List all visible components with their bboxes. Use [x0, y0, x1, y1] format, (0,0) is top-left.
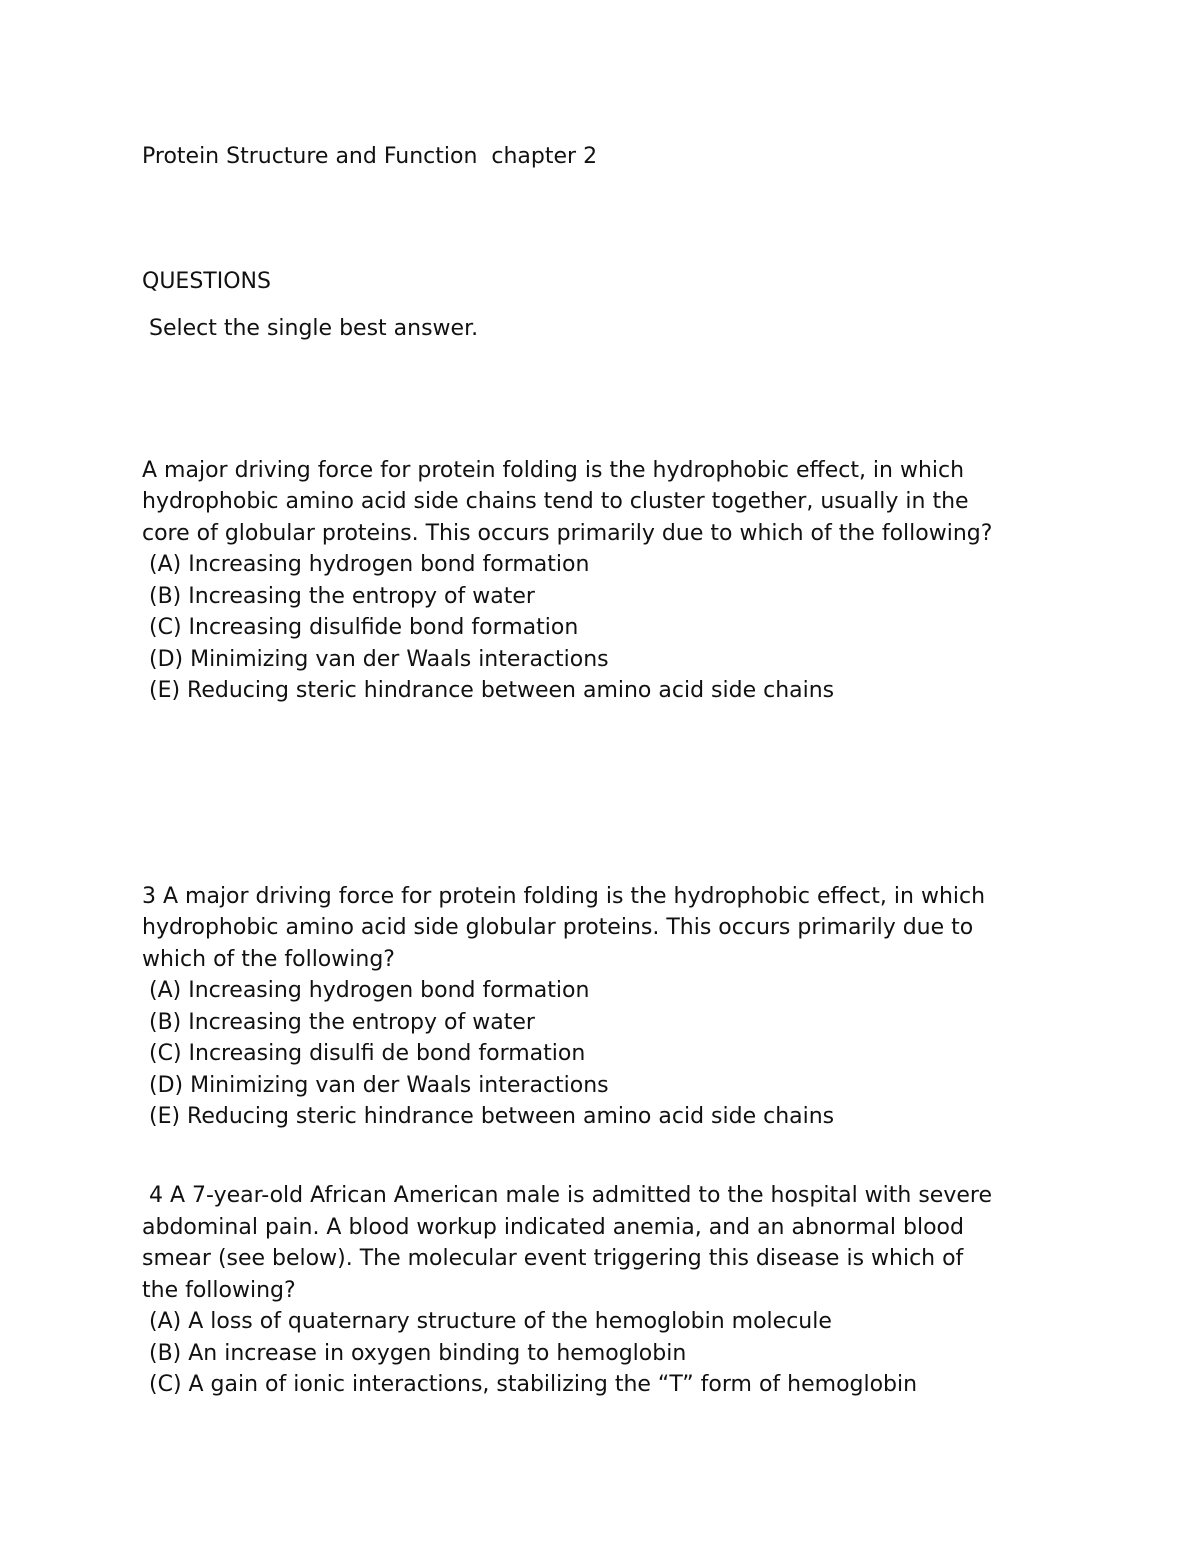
question-text-line: hydrophobic amino acid side chains tend to cluster together, usually in the [142, 489, 969, 514]
question-text-line: abdominal pain. A blood workup indicated anemia, and an abnormal blood [142, 1215, 964, 1240]
section-heading: QUESTIONS [142, 269, 271, 294]
answer-option: (E) Reducing steric hindrance between amino acid side chains [142, 1104, 835, 1129]
answer-option: (C) A gain of ionic interactions, stabilizing the “T” form of hemoglobin [142, 1372, 918, 1397]
document-title: Protein Structure and Function chapter 2 [142, 144, 598, 169]
answer-option: (D) Minimizing van der Waals interactions [142, 1073, 609, 1098]
answer-option: (E) Reducing steric hindrance between amino acid side chains [142, 678, 835, 703]
answer-option: (B) An increase in oxygen binding to hemoglobin [142, 1341, 687, 1366]
question-text-line: core of globular proteins. This occurs primarily due to which of the following? [142, 521, 993, 546]
answer-option: (A) Increasing hydrogen bond formation [142, 552, 590, 577]
answer-option: (C) Increasing disulfi de bond formation [142, 1041, 586, 1066]
answer-option: (B) Increasing the entropy of water [142, 584, 535, 609]
question-text-line: 3 A major driving force for protein folding is the hydrophobic effect, in which [142, 884, 986, 909]
answer-option: (C) Increasing disulfide bond formation [142, 615, 579, 640]
answer-option: (A) A loss of quaternary structure of the hemoglobin molecule [142, 1309, 832, 1334]
question-text-line: A major driving force for protein folding is the hydrophobic effect, in which [142, 458, 965, 483]
question-text-line: hydrophobic amino acid side globular proteins. This occurs primarily due to [142, 915, 974, 940]
question-text-line: which of the following? [142, 947, 395, 972]
question-text-line: 4 A 7-year-old African American male is admitted to the hospital with severe [142, 1183, 992, 1208]
question-text-line: smear (see below). The molecular event triggering this disease is which of [142, 1246, 964, 1271]
question-text-line: the following? [142, 1278, 296, 1303]
instructions: Select the single best answer. [142, 316, 479, 341]
answer-option: (B) Increasing the entropy of water [142, 1010, 535, 1035]
answer-option: (A) Increasing hydrogen bond formation [142, 978, 590, 1003]
answer-option: (D) Minimizing van der Waals interactions [142, 647, 609, 672]
